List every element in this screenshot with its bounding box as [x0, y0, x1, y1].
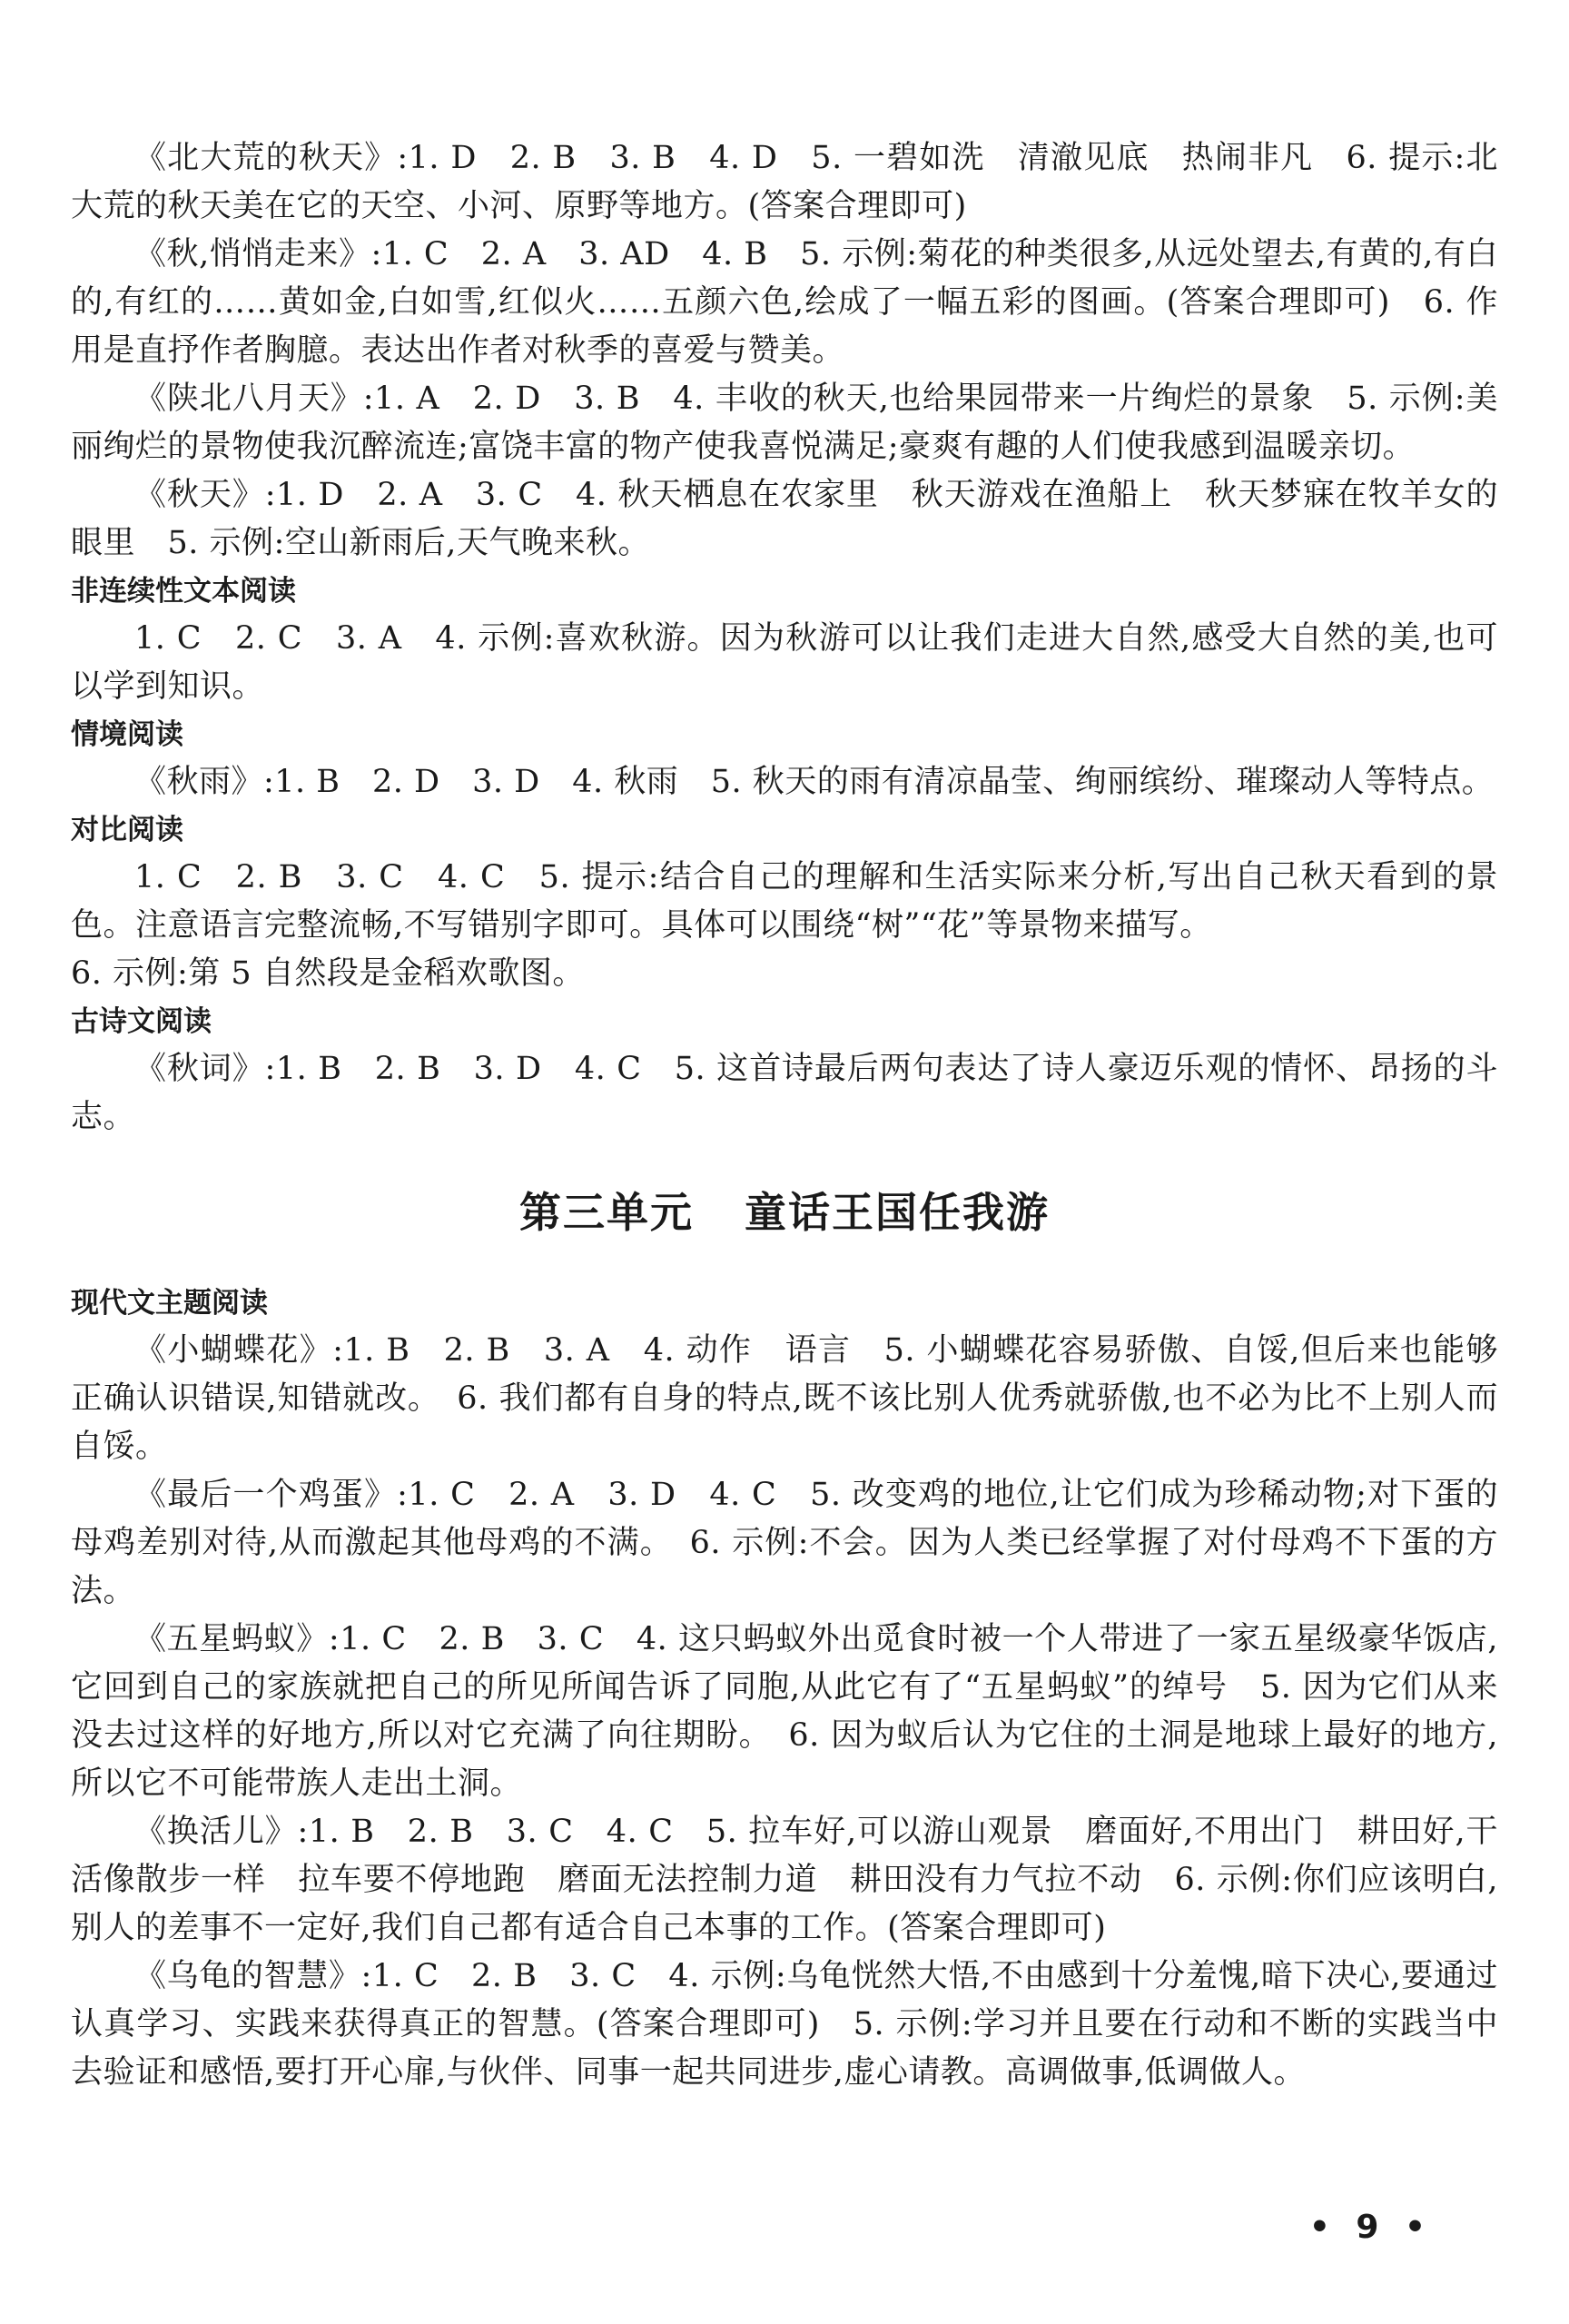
answer-paragraph: 《北大荒的秋天》:1. D 2. B 3. B 4. D 5. 一碧如洗 清澈见底 热闹非凡 6. 提示:北大荒的秋天美在它的天空、小河、原野等地方。(答案合理即可)	[71, 140, 1498, 224]
section-heading: 现代文主题阅读	[71, 1287, 268, 1320]
answer-paragraph: 《乌龟的智慧》:1. C 2. B 3. C 4. 示例:乌龟恍然大悟,不由感到十分羞愧,暗下决心,要通过认真学习、实践来获得真正的智慧。(答案合理即可) 5. 示例:学习并且要在行动和不断的实践当中去验证和感悟,要打开心扉,与伙伴、同事一起共同进步,虚心请教。高调做事,低调做人。	[71, 1958, 1498, 2091]
answer-paragraph: 1. C 2. C 3. A 4. 示例:喜欢秋游。因为秋游可以让我们走进大自然,感受大自然的美,也可以学到知识。	[71, 620, 1498, 705]
answer-paragraph: 《陕北八月天》:1. A 2. D 3. B 4. 丰收的秋天,也给果园带来一片绚烂的景象 5. 示例:美丽绚烂的景物使我沉醉流连;富饶丰富的物产使我喜悦满足;豪爽有趣的人们使我感到温暖亲切。	[71, 381, 1498, 465]
answer-paragraph: 《秋词》:1. B 2. B 3. D 4. C 5. 这首诗最后两句表达了诗人豪迈乐观的情怀、昂扬的斗志。	[71, 1051, 1498, 1135]
answer-paragraph: 《最后一个鸡蛋》:1. C 2. A 3. D 4. C 5. 改变鸡的地位,让它们成为珍稀动物;对下蛋的母鸡差别对待,从而激起其他母鸡的不满。 6. 示例:不会。因为人类已经掌握了对付母鸡不下蛋的方法。	[71, 1477, 1498, 1609]
page-content	[71, 134, 1498, 2097]
answer-paragraph: 1. C 2. B 3. C 4. C 5. 提示:结合自己的理解和生活实际来分析,写出自己秋天看到的景色。注意语言完整流畅,不写错别字即可。具体可以围绕“树”“花”等景物来描写。	[71, 859, 1498, 944]
section-heading: 对比阅读	[71, 814, 183, 846]
section-heading: 古诗文阅读	[71, 1005, 212, 1038]
section-heading: 非连续性文本阅读	[71, 575, 296, 608]
unit-title	[71, 1185, 1498, 1240]
unit-theme: 童话王国任我游	[745, 1188, 1050, 1237]
answer-paragraph: 《秋天》:1. D 2. A 3. C 4. 秋天栖息在农家里 秋天游戏在渔船上 秋天梦寐在牧羊女的眼里 5. 示例:空山新雨后,天气晚来秋。	[71, 477, 1498, 561]
answer-paragraph: 《五星蚂蚁》:1. C 2. B 3. C 4. 这只蚂蚁外出觅食时被一个人带进了一家五星级豪华饭店,它回到自己的家族就把自己的所见所闻告诉了同胞,从此它有了“五星蚂蚁”的绰号 5. 因为它们从来没去过这样的好地方,所以对它充满了向往期盼。 6. 因为蚁后认为它住的土洞是地球上最好的地方,所以它不可能带族人走出土洞。	[71, 1621, 1498, 1802]
answer-paragraph: 《换活儿》:1. B 2. B 3. C 4. C 5. 拉车好,可以游山观景 磨面好,不用出门 耕田好,干活像散步一样 拉车要不停地跑 磨面无法控制力道 耕田没有力气拉不动 6. 示例:你们应该明白,别人的差事不一定好,我们自己都有适合自己本事的工作。(答案合理即可)	[71, 1814, 1498, 1946]
answer-paragraph: 《秋雨》:1. B 2. D 3. D 4. 秋雨 5. 秋天的雨有清凉晶莹、绚丽缤纷、璀璨动人等特点。	[134, 764, 1495, 800]
unit-number: 第三单元	[519, 1188, 694, 1237]
answer-paragraph: 6. 示例:第 5 自然段是金稻欢歌图。	[71, 955, 585, 992]
section-heading: 情境阅读	[71, 718, 183, 751]
answer-paragraph: 《小蝴蝶花》:1. B 2. B 3. A 4. 动作 语言 5. 小蝴蝶花容易骄傲、自馁,但后来也能够正确认识错误,知错就改。 6. 我们都有自身的特点,既不该比别人优秀就骄傲,也不必为比不上别人而自馁。	[71, 1332, 1498, 1465]
answer-paragraph: 《秋,悄悄走来》:1. C 2. A 3. AD 4. B 5. 示例:菊花的种类很多,从远处望去,有黄的,有白的,有红的……黄如金,白如雪,红似火……五颜六色,绘成了一幅五彩的图画。(答案合理即可) 6. 作用是直抒作者胸臆。表达出作者对秋季的喜爱与赞美。	[71, 236, 1498, 369]
page-number: • 9 •	[1308, 2209, 1433, 2246]
